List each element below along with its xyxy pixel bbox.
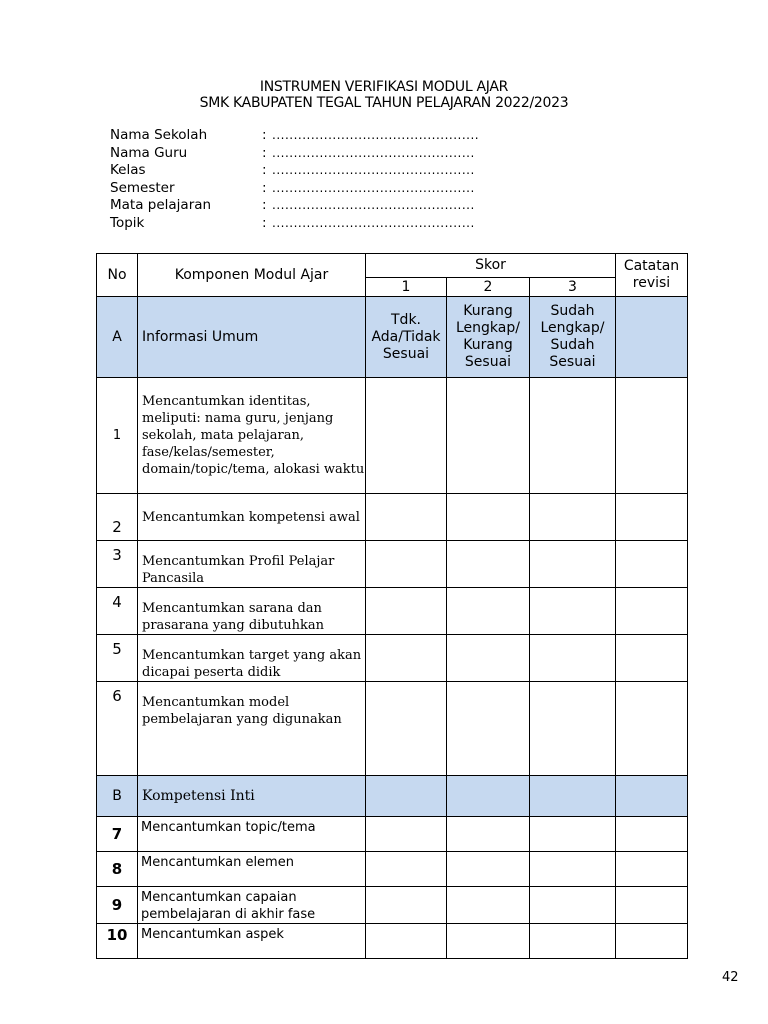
table-row [97, 588, 688, 635]
row-no: 7 [97, 817, 138, 852]
info-row-school [110, 127, 479, 145]
section-a-no: A [97, 297, 138, 378]
table-row [97, 378, 688, 494]
notes-cell[interactable] [616, 924, 688, 959]
info-label: Kelas [110, 162, 146, 178]
score-cell-2[interactable] [447, 588, 530, 635]
score-desc-2: Kurang Lengkap/ Kurang Sesuai [447, 297, 530, 378]
row-no: 4 [97, 588, 138, 635]
info-label: Semester [110, 179, 175, 196]
section-b-no: B [97, 776, 138, 817]
score-cell-3 [530, 776, 616, 817]
info-colon: : [262, 162, 267, 178]
row-text: Mencantumkan topic/tema [138, 817, 366, 852]
score-cell-1[interactable] [366, 588, 447, 635]
info-label: Nama Sekolah [110, 127, 208, 143]
notes-cell[interactable] [616, 378, 688, 494]
info-row-subject [110, 197, 479, 215]
info-value: ............................................... [272, 180, 475, 195]
info-value: ............................................... [272, 215, 475, 230]
row-text: Mencantumkan capaian pembelajaran di akhir fase [138, 887, 366, 924]
info-colon: : [262, 179, 267, 196]
info-row-teacher [110, 145, 479, 163]
info-label: Topik [110, 214, 145, 231]
page-number: 42 [722, 970, 739, 985]
info-value: ............................................... [272, 163, 475, 177]
score-cell-3[interactable] [530, 494, 616, 541]
notes-cell[interactable] [616, 682, 688, 776]
score-cell-2[interactable] [447, 682, 530, 776]
row-no: 9 [97, 887, 138, 924]
score-cell-2[interactable] [447, 887, 530, 924]
header-component: Komponen Modul Ajar [138, 254, 366, 297]
score-cell-2 [447, 776, 530, 817]
score-cell-2[interactable] [447, 817, 530, 852]
info-row-semester [110, 180, 479, 198]
row-text: Mencantumkan Profil Pelajar Pancasila [138, 541, 366, 588]
section-a-row [97, 297, 688, 378]
notes-cell[interactable] [616, 817, 688, 852]
row-no: 2 [97, 494, 138, 541]
score-cell-1[interactable] [366, 817, 447, 852]
header-score-3: 3 [530, 278, 616, 297]
score-cell-3[interactable] [530, 541, 616, 588]
notes-cell[interactable] [616, 887, 688, 924]
notes-cell[interactable] [616, 635, 688, 682]
header-notes: Catatan revisi [616, 254, 688, 297]
section-b-label: Kompetensi Inti [138, 776, 366, 817]
score-cell-1[interactable] [366, 887, 447, 924]
notes-cell[interactable] [616, 588, 688, 635]
score-cell-2[interactable] [447, 494, 530, 541]
score-cell-1[interactable] [366, 494, 447, 541]
table-row [97, 852, 688, 887]
header-no: No [97, 254, 138, 297]
score-cell-3[interactable] [530, 378, 616, 494]
info-colon: : [262, 214, 267, 231]
score-cell-2[interactable] [447, 924, 530, 959]
row-text: Mencantumkan elemen [138, 852, 366, 887]
section-a-label: Informasi Umum [138, 297, 366, 378]
header-score-2: 2 [447, 278, 530, 297]
score-cell-1 [366, 776, 447, 817]
info-value: ................................................ [272, 128, 480, 142]
score-cell-2[interactable] [447, 541, 530, 588]
row-no: 10 [97, 924, 138, 959]
row-no: 8 [97, 852, 138, 887]
table-row [97, 494, 688, 541]
score-cell-3[interactable] [530, 887, 616, 924]
score-desc-1: Tdk. Ada/Tidak Sesuai [366, 297, 447, 378]
score-cell-1[interactable] [366, 924, 447, 959]
table-row [97, 541, 688, 588]
info-colon: : [262, 144, 267, 161]
info-value: ............................................... [272, 145, 475, 160]
score-cell-1[interactable] [366, 378, 447, 494]
row-no: 6 [97, 682, 138, 776]
notes-cell [616, 776, 688, 817]
row-text: Mencantumkan model pembelajaran yang digunakan [138, 682, 366, 776]
score-cell-1[interactable] [366, 852, 447, 887]
info-label: Mata pelajaran [110, 197, 212, 213]
section-b-row [97, 776, 688, 817]
row-no: 5 [97, 635, 138, 682]
verification-table [96, 253, 688, 959]
info-label: Nama Guru [110, 144, 188, 161]
score-cell-3[interactable] [530, 817, 616, 852]
header-score-1: 1 [366, 278, 447, 297]
score-desc-3: Sudah Lengkap/ Sudah Sesuai [530, 297, 616, 378]
info-value: ............................................... [272, 198, 475, 212]
notes-cell[interactable] [616, 852, 688, 887]
info-row-class [110, 162, 479, 180]
table-row [97, 817, 688, 852]
score-cell-1[interactable] [366, 682, 447, 776]
score-cell-3[interactable] [530, 588, 616, 635]
info-fields [110, 127, 479, 232]
score-cell-2[interactable] [447, 378, 530, 494]
table-row [97, 682, 688, 776]
score-cell-3[interactable] [530, 924, 616, 959]
score-cell-2[interactable] [447, 635, 530, 682]
row-text: Mencantumkan kompetensi awal [138, 494, 366, 541]
document-subtitle: SMK KABUPATEN TEGAL TAHUN PELAJARAN 2022/2023 [199, 95, 569, 111]
row-no: 1 [97, 378, 138, 494]
score-cell-3[interactable] [530, 852, 616, 887]
table-row [97, 924, 688, 959]
row-text: Mencantumkan sarana dan prasarana yang dibutuhkan [138, 588, 366, 635]
row-text: Mencantumkan aspek [138, 924, 366, 959]
score-cell-3[interactable] [530, 635, 616, 682]
info-colon: : [262, 127, 267, 143]
score-cell-3[interactable] [530, 682, 616, 776]
score-cell-2[interactable] [447, 852, 530, 887]
table-row [97, 887, 688, 924]
document-title: INSTRUMEN VERIFIKASI MODUL AJAR [259, 79, 509, 95]
notes-cell[interactable] [616, 494, 688, 541]
info-colon: : [262, 197, 267, 213]
score-cell-1[interactable] [366, 635, 447, 682]
notes-cell [616, 297, 688, 378]
notes-cell[interactable] [616, 541, 688, 588]
row-text: Mencantumkan target yang akan dicapai peserta didik [138, 635, 366, 682]
info-row-topic [110, 215, 479, 233]
table-row [97, 635, 688, 682]
row-no: 3 [97, 541, 138, 588]
score-cell-1[interactable] [366, 541, 447, 588]
row-text: Mencantumkan identitas, meliputi: nama guru, jenjang sekolah, mata pelajaran, fase/kelas/semester, domain/topic/tema, alokasi waktu [138, 378, 366, 494]
header-score: Skor [366, 254, 616, 278]
